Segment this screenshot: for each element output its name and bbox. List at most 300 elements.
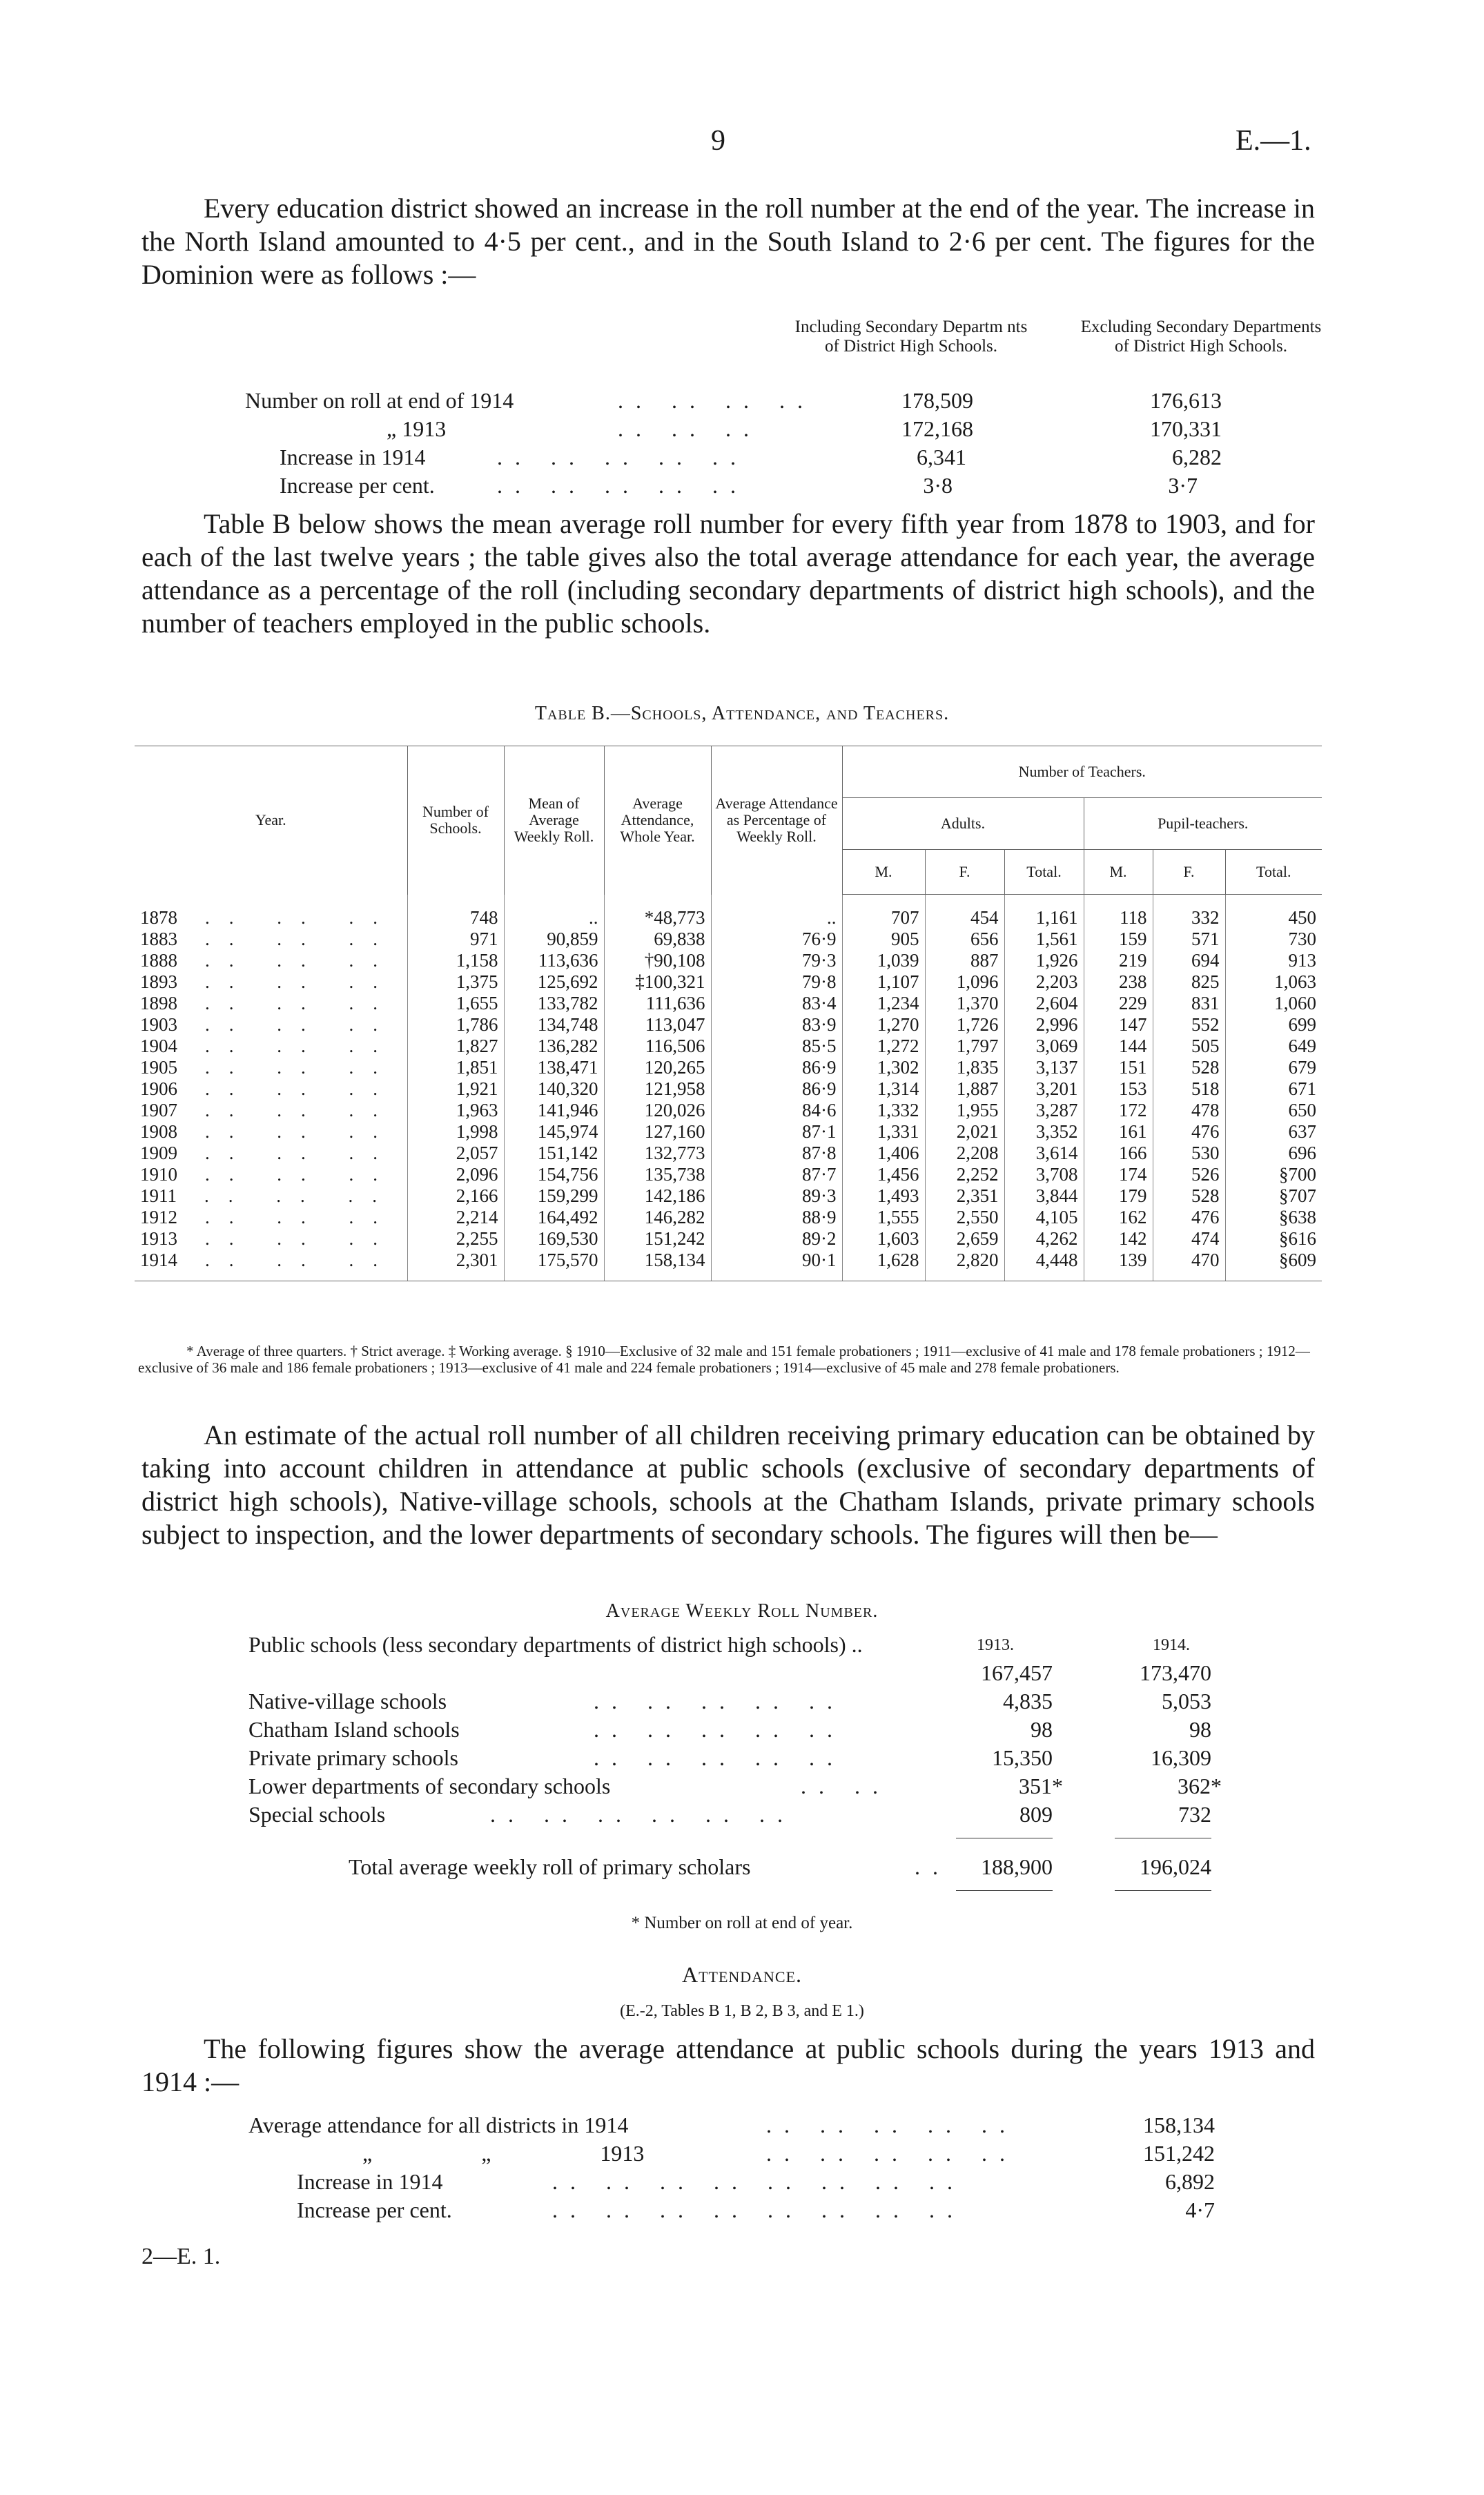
col-teachers: Number of Teachers. (842, 746, 1322, 798)
cell-pf: 476 (1153, 1121, 1225, 1143)
year-label: 1883 (140, 929, 177, 949)
cell-pct: 76·9 (711, 929, 842, 950)
signature-mark: 2—E. 1. (141, 2244, 221, 2269)
cell-attendance: 111,636 (604, 993, 711, 1014)
year-label: 1914 (140, 1250, 177, 1270)
weekly-roll-1913: 351* (1019, 1774, 1063, 1798)
cell-pt: 1,060 (1225, 993, 1322, 1014)
table-b-intro-text: Table B below shows the mean average roll number for every fifth year from 1878 to 1903, and for each of the last twelve years ; the table gives also the total average attendance for each year, the average attendance as a percentage of the roll (including secondary departments of district high schools), and the number of teachers employed in the public schools. (141, 508, 1315, 639)
year-label: 1912 (140, 1207, 177, 1227)
cell-am: 1,456 (842, 1164, 925, 1185)
cell-am: 1,555 (842, 1207, 925, 1228)
attendance-label: Increase in 1914 (297, 2169, 443, 2194)
attendance-label: Increase per cent. (297, 2197, 452, 2222)
weekly-roll-dots: .. .. .. .. .. (594, 1717, 845, 1742)
cell-schools: 2,057 (407, 1143, 504, 1164)
attendance-dots: .. .. .. .. .. (766, 2141, 1017, 2166)
cell-pt: 450 (1225, 895, 1322, 929)
cell-pct: 87·8 (711, 1143, 842, 1164)
weekly-roll-total-1914: 196,024 (1140, 1854, 1211, 1879)
cell-am: 1,272 (842, 1036, 925, 1057)
cell-pf: 505 (1153, 1036, 1225, 1057)
year-dots: .. .. .. (205, 1121, 397, 1142)
cell-year (135, 895, 407, 929)
roll-value-incl: 172,168 (901, 416, 973, 441)
cell-af: 1,797 (925, 1036, 1004, 1057)
cell-af: 1,726 (925, 1014, 1004, 1036)
cell-am: 1,234 (842, 993, 925, 1014)
roll-label: Increase in 1914 (280, 445, 426, 469)
cell-schools: 2,214 (407, 1207, 504, 1228)
cell-schools: 1,786 (407, 1014, 504, 1036)
col-percentage: Average Attendance as Percentage of Weekly Roll. (711, 746, 842, 895)
attendance-value: 151,242 (1143, 2141, 1215, 2166)
roll-dots: .. .. .. .. .. (497, 473, 748, 498)
attendance-text: The following figures show the average attendance at public schools during the years 1913 and 1914 :— (141, 2033, 1315, 2097)
cell-pm: 151 (1084, 1057, 1153, 1078)
year-dots: .. .. .. (205, 993, 397, 1013)
cell-am: 1,493 (842, 1185, 925, 1207)
total-rule-1913 (956, 1890, 1053, 1891)
cell-pt: 1,063 (1225, 971, 1322, 993)
cell-roll: 90,859 (504, 929, 604, 950)
cell-at: 4,262 (1004, 1228, 1084, 1250)
table-row (135, 1143, 1322, 1164)
col-attendance: Average Attendance, Whole Year. (604, 746, 711, 895)
cell-pm: 144 (1084, 1036, 1153, 1057)
year-dots: .. .. .. (205, 1143, 397, 1163)
cell-pct: 83·9 (711, 1014, 842, 1036)
cell-schools: 2,255 (407, 1228, 504, 1250)
col-adults-f: F. (925, 850, 1004, 895)
cell-pf: 528 (1153, 1185, 1225, 1207)
col-pupil-teachers: Pupil-teachers. (1084, 798, 1322, 850)
cell-pf: 526 (1153, 1164, 1225, 1185)
year-label: 1911 (140, 1185, 177, 1206)
cell-year (135, 971, 407, 993)
cell-at: 3,069 (1004, 1036, 1084, 1057)
cell-pf: 474 (1153, 1228, 1225, 1250)
roll-value-excl: 176,613 (1150, 388, 1222, 413)
cell-year (135, 1121, 407, 1143)
cell-pt: 671 (1225, 1078, 1322, 1100)
cell-af: 2,351 (925, 1185, 1004, 1207)
cell-am: 1,603 (842, 1228, 925, 1250)
year-label: 1910 (140, 1164, 177, 1185)
weekly-roll-1913: 4,835 (1003, 1689, 1053, 1714)
cell-pf: 518 (1153, 1078, 1225, 1100)
year-dots: .. .. .. (205, 1057, 397, 1078)
cell-at: 4,105 (1004, 1207, 1084, 1228)
table-row (135, 1250, 1322, 1281)
weekly-roll-label: Lower departments of secondary schools (248, 1774, 611, 1798)
cell-pf: 825 (1153, 971, 1225, 993)
attendance-dots: .. .. .. .. .. .. .. .. (552, 2169, 965, 2194)
cell-roll: 175,570 (504, 1250, 604, 1281)
cell-attendance: 69,838 (604, 929, 711, 950)
cell-pt: §707 (1225, 1185, 1322, 1207)
weekly-roll-1914: 362* (1178, 1774, 1222, 1798)
cell-pm: 161 (1084, 1121, 1153, 1143)
year-label: 1906 (140, 1078, 177, 1099)
cell-af: 1,096 (925, 971, 1004, 993)
weekly-roll-total-dots: .. (915, 1854, 950, 1879)
year-dots: .. .. .. (205, 1100, 397, 1120)
total-rule-1914 (1115, 1890, 1211, 1891)
cell-attendance: 146,282 (604, 1207, 711, 1228)
year-dots: .. .. .. (205, 1014, 397, 1035)
cell-at: 1,926 (1004, 950, 1084, 971)
table-row (135, 1228, 1322, 1250)
page-number: 9 (711, 125, 725, 157)
cell-schools: 1,655 (407, 993, 504, 1014)
cell-roll: 141,946 (504, 1100, 604, 1121)
cell-roll: 134,748 (504, 1014, 604, 1036)
cell-pm: 166 (1084, 1143, 1153, 1164)
cell-pt: 637 (1225, 1121, 1322, 1143)
cell-pm: 172 (1084, 1100, 1153, 1121)
cell-pm: 147 (1084, 1014, 1153, 1036)
cell-am: 1,406 (842, 1143, 925, 1164)
table-b (135, 746, 1322, 1281)
cell-pt: §616 (1225, 1228, 1322, 1250)
cell-pt: 730 (1225, 929, 1322, 950)
cell-am: 905 (842, 929, 925, 950)
table-row (135, 993, 1322, 1014)
col-adults: Adults. (842, 798, 1084, 850)
year-label: 1898 (140, 993, 177, 1013)
intro-paragraph (141, 192, 1315, 291)
cell-attendance: †90,108 (604, 950, 711, 971)
year-dots: .. .. .. (205, 1078, 397, 1099)
roll-dots: .. .. .. (618, 416, 761, 441)
cell-pct: 90·1 (711, 1250, 842, 1281)
cell-schools: 1,851 (407, 1057, 504, 1078)
cell-at: 4,448 (1004, 1250, 1084, 1281)
cell-pf: 694 (1153, 950, 1225, 971)
cell-am: 1,302 (842, 1057, 925, 1078)
table-row (135, 1057, 1322, 1078)
cell-schools: 1,998 (407, 1121, 504, 1143)
weekly-roll-label: Chatham Island schools (248, 1717, 460, 1742)
roll-value-excl: 6,282 (1172, 445, 1222, 469)
intro-text: Every education district showed an increase in the roll number at the end of the year. The increase in the North Island amounted to 4·5 per cent., and in the South Island to 2·6 per cent. The figures for the Dominion were as follows :— (141, 193, 1315, 290)
cell-pf: 476 (1153, 1207, 1225, 1228)
cell-af: 2,659 (925, 1228, 1004, 1250)
roll-label: Increase per cent. (280, 473, 435, 498)
year-dots: .. .. .. (205, 906, 397, 928)
cell-at: 3,287 (1004, 1100, 1084, 1121)
roll-col1-header: Including Secondary Departm nts of District High Schools. (794, 318, 1028, 356)
attendance-value: 158,134 (1143, 2113, 1215, 2137)
attendance-dots: .. .. .. .. .. .. .. .. (552, 2197, 965, 2222)
cell-schools: 1,921 (407, 1078, 504, 1100)
cell-roll: 169,530 (504, 1228, 604, 1250)
cell-pct: .. (711, 895, 842, 929)
cell-pt: §638 (1225, 1207, 1322, 1228)
cell-year (135, 993, 407, 1014)
roll-value-excl: 3·7 (1168, 473, 1198, 498)
cell-roll: .. (504, 895, 604, 929)
cell-schools: 971 (407, 929, 504, 950)
cell-roll: 113,636 (504, 950, 604, 971)
col-pupil-f: F. (1153, 850, 1225, 895)
table-row (135, 1014, 1322, 1036)
cell-year (135, 1036, 407, 1057)
weekly-roll-dots: .. .. (801, 1774, 890, 1798)
cell-pct: 87·1 (711, 1121, 842, 1143)
cell-attendance: 120,026 (604, 1100, 711, 1121)
cell-schools: 1,963 (407, 1100, 504, 1121)
col-adults-total: Total. (1004, 850, 1084, 895)
year-dots: .. .. .. (204, 1185, 396, 1206)
cell-at: 3,614 (1004, 1143, 1084, 1164)
cell-roll: 136,282 (504, 1036, 604, 1057)
cell-pm: 238 (1084, 971, 1153, 993)
cell-am: 1,628 (842, 1250, 925, 1281)
cell-pt: 696 (1225, 1143, 1322, 1164)
cell-pct: 86·9 (711, 1078, 842, 1100)
cell-pm: 162 (1084, 1207, 1153, 1228)
cell-year (135, 1228, 407, 1250)
cell-af: 2,021 (925, 1121, 1004, 1143)
cell-year (135, 929, 407, 950)
attendance-paragraph (141, 2032, 1315, 2099)
cell-year (135, 950, 407, 971)
cell-roll: 151,142 (504, 1143, 604, 1164)
cell-pf: 831 (1153, 993, 1225, 1014)
cell-attendance: 127,160 (604, 1121, 711, 1143)
cell-pf: 470 (1153, 1250, 1225, 1281)
cell-year (135, 1207, 407, 1228)
table-row (135, 1164, 1322, 1185)
cell-attendance: 120,265 (604, 1057, 711, 1078)
cell-attendance: *48,773 (604, 895, 711, 929)
cell-pct: 89·2 (711, 1228, 842, 1250)
cell-pm: 229 (1084, 993, 1153, 1014)
cell-at: 2,996 (1004, 1014, 1084, 1036)
weekly-roll-1913: 15,350 (992, 1745, 1053, 1770)
estimate-paragraph (141, 1419, 1315, 1551)
cell-roll: 145,974 (504, 1121, 604, 1143)
cell-roll: 164,492 (504, 1207, 604, 1228)
weekly-roll-dots: .. .. .. .. .. (594, 1745, 845, 1770)
cell-am: 1,314 (842, 1078, 925, 1100)
cell-af: 1,835 (925, 1057, 1004, 1078)
roll-value-incl: 178,509 (901, 388, 973, 413)
col-adults-m: M. (842, 850, 925, 895)
cell-pct: 87·7 (711, 1164, 842, 1185)
year-label: 1907 (140, 1100, 177, 1120)
cell-roll: 125,692 (504, 971, 604, 993)
cell-pt: 650 (1225, 1100, 1322, 1121)
attendance-label: „ „ 1913 (362, 2141, 645, 2166)
year-dots: .. .. .. (205, 1036, 397, 1056)
cell-am: 1,039 (842, 950, 925, 971)
table-row (135, 1207, 1322, 1228)
cell-roll: 159,299 (504, 1185, 604, 1207)
table-row (135, 895, 1322, 929)
cell-am: 1,331 (842, 1121, 925, 1143)
attendance-dots: .. .. .. .. .. (766, 2113, 1017, 2137)
attendance-subheading: (E.-2, Tables B 1, B 2, B 3, and E 1.) (620, 2002, 864, 2020)
table-row (135, 1078, 1322, 1100)
roll-value-incl: 6,341 (917, 445, 966, 469)
cell-pt: 913 (1225, 950, 1322, 971)
roll-value-excl: 170,331 (1150, 416, 1222, 441)
roll-label: Number on roll at end of 1914 (245, 388, 514, 413)
cell-attendance: ‡100,321 (604, 971, 711, 993)
weekly-roll-dots: .. .. .. .. .. .. (490, 1802, 795, 1827)
cell-pct: 83·4 (711, 993, 842, 1014)
year-label: 1905 (140, 1057, 177, 1078)
year-dots: .. .. .. (205, 929, 397, 949)
col-schools: Number of Schools. (407, 746, 504, 895)
cell-af: 2,820 (925, 1250, 1004, 1281)
cell-roll: 138,471 (504, 1057, 604, 1078)
cell-at: 2,604 (1004, 993, 1084, 1014)
weekly-roll-dots: .. .. .. .. .. (594, 1689, 845, 1714)
cell-pct: 86·9 (711, 1057, 842, 1078)
weekly-roll-label: Special schools (248, 1802, 386, 1827)
cell-schools: 748 (407, 895, 504, 929)
cell-schools: 2,301 (407, 1250, 504, 1281)
cell-attendance: 132,773 (604, 1143, 711, 1164)
cell-schools: 2,096 (407, 1164, 504, 1185)
weekly-roll-1914: 173,470 (1140, 1660, 1211, 1685)
cell-at: 3,201 (1004, 1078, 1084, 1100)
year-dots: .. .. .. (205, 1250, 397, 1270)
cell-year (135, 1185, 407, 1207)
cell-schools: 1,827 (407, 1036, 504, 1057)
cell-pct: 85·5 (711, 1036, 842, 1057)
cell-am: 1,332 (842, 1100, 925, 1121)
cell-at: 1,161 (1004, 895, 1084, 929)
cell-pt: §609 (1225, 1250, 1322, 1281)
roll-dots: .. .. .. .. .. (497, 445, 748, 469)
cell-year (135, 1143, 407, 1164)
year-dots: .. .. .. (205, 1228, 397, 1249)
weekly-roll-1914: 16,309 (1151, 1745, 1211, 1770)
cell-af: 454 (925, 895, 1004, 929)
cell-attendance: 158,134 (604, 1250, 711, 1281)
year-dots: .. .. .. (205, 971, 397, 992)
year-dots: .. .. .. (205, 1164, 397, 1185)
cell-schools: 1,158 (407, 950, 504, 971)
table-row (135, 1121, 1322, 1143)
year-label: 1903 (140, 1014, 177, 1035)
cell-year (135, 1100, 407, 1121)
table-row (135, 929, 1322, 950)
weekly-roll-label: Public schools (less secondary departments of district high schools) .. (248, 1632, 863, 1657)
cell-roll: 154,756 (504, 1164, 604, 1185)
cell-year (135, 1164, 407, 1185)
cell-at: 3,708 (1004, 1164, 1084, 1185)
weekly-roll-title: Average Weekly Roll Number. (605, 1600, 879, 1622)
cell-af: 2,550 (925, 1207, 1004, 1228)
roll-value-incl: 3·8 (923, 473, 953, 498)
cell-schools: 2,166 (407, 1185, 504, 1207)
cell-pm: 139 (1084, 1250, 1153, 1281)
table-row (135, 1036, 1322, 1057)
weekly-roll-col-1913: 1913. (977, 1636, 1014, 1654)
weekly-roll-footnote: * Number on roll at end of year. (631, 1914, 853, 1932)
cell-af: 1,370 (925, 993, 1004, 1014)
cell-pct: 79·3 (711, 950, 842, 971)
cell-pct: 79·8 (711, 971, 842, 993)
cell-af: 2,208 (925, 1143, 1004, 1164)
cell-year (135, 1078, 407, 1100)
roll-dots: .. .. .. .. (618, 388, 815, 413)
col-pupil-total: Total. (1225, 850, 1322, 895)
table-b-paragraph (141, 507, 1315, 640)
weekly-roll-total-label: Total average weekly roll of primary scholars (349, 1854, 751, 1879)
table-row (135, 1185, 1322, 1207)
cell-pf: 552 (1153, 1014, 1225, 1036)
cell-pf: 528 (1153, 1057, 1225, 1078)
year-label: 1904 (140, 1036, 177, 1056)
weekly-roll-1913: 167,457 (981, 1660, 1053, 1685)
attendance-value: 4·7 (1185, 2197, 1215, 2222)
year-label: 1913 (140, 1228, 177, 1249)
cell-attendance: 116,506 (604, 1036, 711, 1057)
cell-at: 3,844 (1004, 1185, 1084, 1207)
attendance-label: Average attendance for all districts in 1914 (248, 2113, 629, 2137)
weekly-roll-1914: 732 (1178, 1802, 1211, 1827)
cell-af: 887 (925, 950, 1004, 971)
cell-pm: 159 (1084, 929, 1153, 950)
col-pupil-m: M. (1084, 850, 1153, 895)
year-label: 1888 (140, 950, 177, 971)
cell-af: 656 (925, 929, 1004, 950)
table-b-body (135, 895, 1322, 1281)
document-code: E.—1. (1236, 125, 1311, 157)
weekly-roll-1914: 98 (1189, 1717, 1211, 1742)
cell-am: 1,270 (842, 1014, 925, 1036)
cell-pm: 118 (1084, 895, 1153, 929)
col-roll: Mean of Average Weekly Roll. (504, 746, 604, 895)
weekly-roll-col-1914: 1914. (1153, 1636, 1190, 1654)
year-label: 1893 (140, 971, 177, 992)
weekly-roll-1913: 809 (1019, 1802, 1053, 1827)
cell-pct: 88·9 (711, 1207, 842, 1228)
year-dots: .. .. .. (205, 1207, 397, 1227)
cell-pt: 699 (1225, 1014, 1322, 1036)
cell-pm: 219 (1084, 950, 1153, 971)
cell-pf: 530 (1153, 1143, 1225, 1164)
cell-attendance: 113,047 (604, 1014, 711, 1036)
attendance-heading: Attendance. (681, 1962, 803, 1987)
cell-pf: 332 (1153, 895, 1225, 929)
cell-attendance: 135,738 (604, 1164, 711, 1185)
cell-at: 2,203 (1004, 971, 1084, 993)
cell-am: 1,107 (842, 971, 925, 993)
table-b-title: Table B.—Schools, Attendance, and Teachers. (534, 703, 950, 724)
cell-year (135, 1014, 407, 1036)
cell-pt: 649 (1225, 1036, 1322, 1057)
cell-schools: 1,375 (407, 971, 504, 993)
cell-year (135, 1057, 407, 1078)
weekly-roll-1913: 98 (1031, 1717, 1053, 1742)
cell-pct: 84·6 (711, 1100, 842, 1121)
cell-at: 3,352 (1004, 1121, 1084, 1143)
cell-attendance: 142,186 (604, 1185, 711, 1207)
cell-am: 707 (842, 895, 925, 929)
weekly-roll-label: Native-village schools (248, 1689, 447, 1714)
year-label: 1909 (140, 1143, 177, 1163)
cell-attendance: 151,242 (604, 1228, 711, 1250)
cell-pm: 174 (1084, 1164, 1153, 1185)
